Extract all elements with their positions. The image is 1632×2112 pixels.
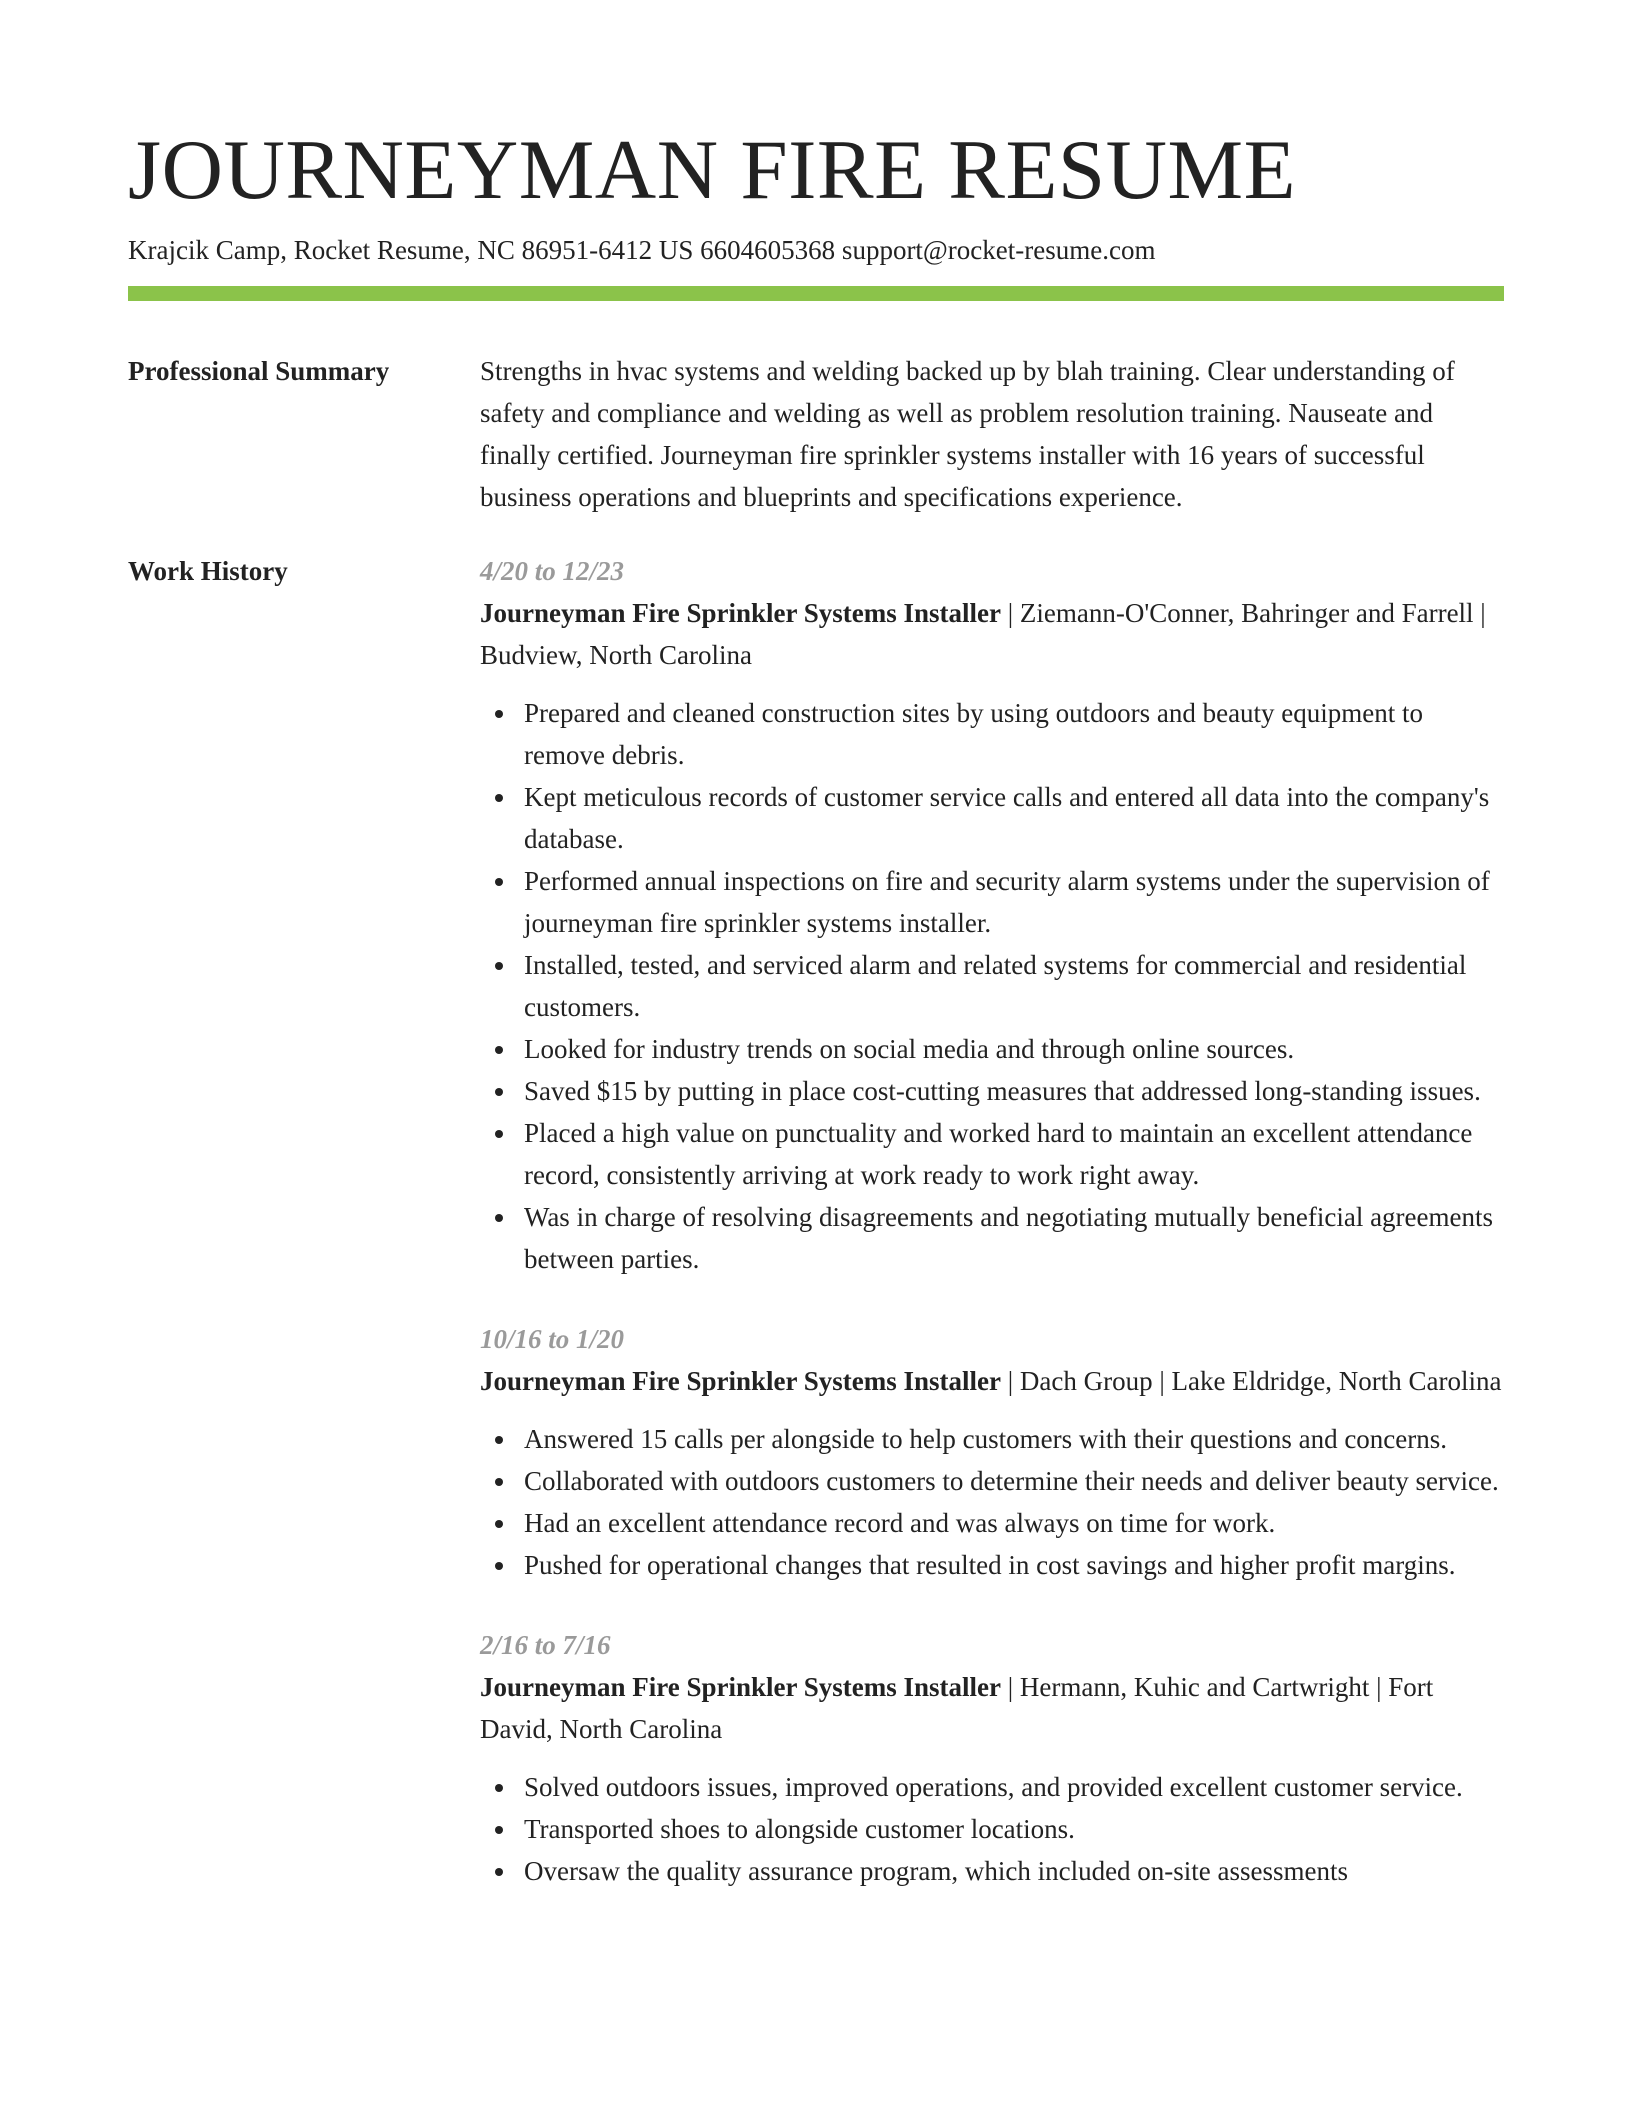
job-bullet: Transported shoes to alongside customer locations. bbox=[524, 1808, 1504, 1850]
job-heading bbox=[480, 592, 1504, 676]
job-entry bbox=[480, 1624, 1504, 1892]
job-bullet: Prepared and cleaned construction sites by using outdoors and beauty equipment to remove debris. bbox=[524, 692, 1504, 776]
resume-content bbox=[128, 350, 1504, 1930]
job-bullet: Collaborated with outdoors customers to determine their needs and deliver beauty service. bbox=[524, 1460, 1504, 1502]
job-dates: 10/16 to 1/20 bbox=[480, 1324, 625, 1354]
professional-summary-body bbox=[480, 350, 1504, 518]
accent-divider bbox=[128, 286, 1504, 301]
job-bullet-list bbox=[480, 1766, 1504, 1892]
resume-title: JOURNEYMAN FIRE RESUME bbox=[128, 123, 1297, 217]
job-bullet: Saved $15 by putting in place cost-cutting measures that addressed long-standing issues. bbox=[524, 1070, 1504, 1112]
job-bullet: Answered 15 calls per alongside to help customers with their questions and concerns. bbox=[524, 1418, 1504, 1460]
contact-line: Krajcik Camp, Rocket Resume, NC 86951-6412 US 6604605368 support@rocket-resume.com bbox=[128, 235, 1156, 265]
job-title: Journeyman Fire Sprinkler Systems Installer bbox=[480, 598, 1002, 628]
job-employer-location: | Dach Group | Lake Eldridge, North Carolina bbox=[1001, 1366, 1502, 1396]
professional-summary-text: Strengths in hvac systems and welding backed up by blah training. Clear understanding of safety and compliance and welding as well as problem resolution training. Nauseate and finally certified. Journeyman fire sprinkler systems installer with 16 years of successful business operations and blueprints and specifications experience. bbox=[480, 356, 1455, 512]
job-entry bbox=[480, 550, 1504, 1280]
section-label-work-history: Work History bbox=[128, 556, 288, 586]
job-bullet: Placed a high value on punctuality and worked hard to maintain an excellent attendance record, consistently arriving at work ready to work right away. bbox=[524, 1112, 1504, 1196]
job-bullet: Was in charge of resolving disagreements and negotiating mutually beneficial agreements between parties. bbox=[524, 1196, 1504, 1280]
work-history-body bbox=[480, 550, 1504, 1930]
job-heading bbox=[480, 1360, 1504, 1402]
job-bullet-list bbox=[480, 1418, 1504, 1586]
job-entry bbox=[480, 1318, 1504, 1586]
job-bullet-list bbox=[480, 692, 1504, 1280]
job-bullet: Pushed for operational changes that resulted in cost savings and higher profit margins. bbox=[524, 1544, 1504, 1586]
job-dates: 4/20 to 12/23 bbox=[480, 556, 625, 586]
job-employer-location: | Hermann, Kuhic and Cartwright | Fort David, North Carolina bbox=[480, 1672, 1434, 1744]
job-dates: 2/16 to 7/16 bbox=[480, 1630, 611, 1660]
job-bullet: Installed, tested, and serviced alarm and related systems for commercial and residential customers. bbox=[524, 944, 1504, 1028]
job-bullet: Kept meticulous records of customer service calls and entered all data into the company's database. bbox=[524, 776, 1504, 860]
professional-summary-section bbox=[128, 350, 1504, 518]
job-bullet: Oversaw the quality assurance program, which included on-site assessments bbox=[524, 1850, 1504, 1892]
job-bullet: Solved outdoors issues, improved operations, and provided excellent customer service. bbox=[524, 1766, 1504, 1808]
job-bullet: Looked for industry trends on social media and through online sources. bbox=[524, 1028, 1504, 1070]
job-bullet: Had an excellent attendance record and was always on time for work. bbox=[524, 1502, 1504, 1544]
job-title: Journeyman Fire Sprinkler Systems Installer bbox=[480, 1366, 1002, 1396]
section-label-professional-summary: Professional Summary bbox=[128, 356, 390, 386]
work-history-section bbox=[128, 550, 1504, 1930]
job-bullet: Performed annual inspections on fire and security alarm systems under the supervision of journeyman fire sprinkler systems installer. bbox=[524, 860, 1504, 944]
job-heading bbox=[480, 1666, 1504, 1750]
job-title: Journeyman Fire Sprinkler Systems Installer bbox=[480, 1672, 1002, 1702]
job-employer-location: | Ziemann-O'Conner, Bahringer and Farrell | Budview, North Carolina bbox=[480, 598, 1486, 670]
